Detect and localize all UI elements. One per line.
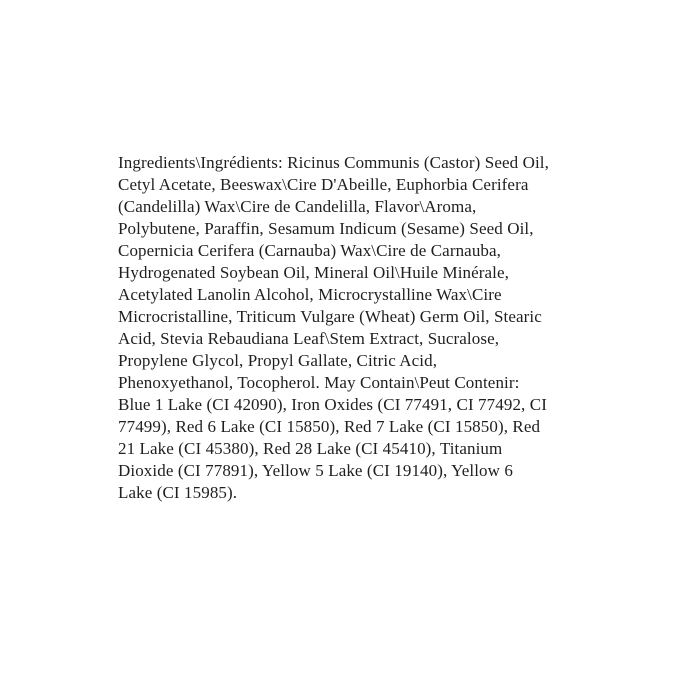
ingredients-line: 21 Lake (CI 45380), Red 28 Lake (CI 45410), Titanium: [118, 439, 503, 458]
ingredients-line: Microcristalline, Triticum Vulgare (Wheat) Germ Oil, Stearic: [118, 307, 542, 326]
ingredients-line: Phenoxyethanol, Tocopherol. May Contain\Peut Contenir:: [118, 373, 520, 392]
ingredients-line: Polybutene, Paraffin, Sesamum Indicum (Sesame) Seed Oil,: [118, 219, 534, 238]
ingredients-line: Blue 1 Lake (CI 42090), Iron Oxides (CI 77491, CI 77492, CI: [118, 395, 547, 414]
ingredients-line: Acetylated Lanolin Alcohol, Microcrystalline Wax\Cire: [118, 285, 502, 304]
ingredients-line: Cetyl Acetate, Beeswax\Cire D'Abeille, Euphorbia Cerifera: [118, 175, 529, 194]
ingredients-line: Hydrogenated Soybean Oil, Mineral Oil\Huile Minérale,: [118, 263, 510, 282]
ingredients-line: Copernicia Cerifera (Carnauba) Wax\Cire de Carnauba,: [118, 241, 502, 260]
ingredients-line: Dioxide (CI 77891), Yellow 5 Lake (CI 19140), Yellow 6: [118, 461, 513, 480]
ingredients-line: 77499), Red 6 Lake (CI 15850), Red 7 Lake (CI 15850), Red: [118, 417, 541, 436]
ingredients-line: Acid, Stevia Rebaudiana Leaf\Stem Extract, Sucralose,: [118, 329, 500, 348]
ingredients-line: Lake (CI 15985).: [118, 483, 238, 502]
ingredients-line: Propylene Glycol, Propyl Gallate, Citric Acid,: [118, 351, 438, 370]
ingredients-line: Ingredients\Ingrédients: Ricinus Communis (Castor) Seed Oil,: [118, 153, 549, 172]
ingredients-line: (Candelilla) Wax\Cire de Candelilla, Flavor\Aroma,: [118, 197, 477, 216]
ingredients-text-block: [118, 152, 549, 504]
